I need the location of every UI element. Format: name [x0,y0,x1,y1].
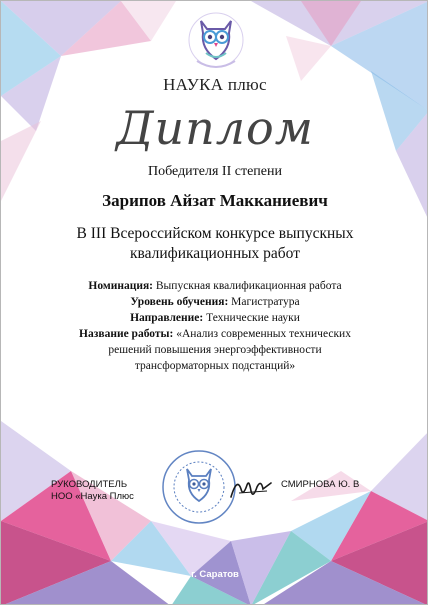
contest-line-2: квалификационных работ [129,245,300,262]
nomination-value: Выпускная квалификационная работа [155,280,342,292]
signature-icon [227,475,277,503]
recipient-name: Зарипов Айзат Макканиевич [102,191,328,210]
direction-value: Технические науки [206,312,300,324]
owl-logo-icon [187,9,245,71]
education-level-label: Уровень обучения: [130,296,229,308]
work-title-value-2: решений повышения энергоэффективности [108,344,322,356]
direction-label: Направление: [130,312,204,324]
diploma-content [1,1,428,605]
work-title-label: Название работы: [79,328,174,340]
diploma-title: Диплом [116,101,314,155]
education-level-row [61,294,369,310]
nomination-label: Номинация: [88,280,154,292]
contest-description [1,224,428,264]
award-degree: Победителя II степени [147,164,282,179]
work-title-value-1: «Анализ современных технических [176,328,351,340]
director-name: СМИРНОВА Ю. В [281,479,360,490]
director-organization: НОО «Наука Плюс [51,491,134,502]
education-level-value: Магистратура [231,296,300,308]
direction-row [61,310,369,326]
director-position: РУКОВОДИТЕЛЬ [51,479,128,490]
city-label: г. Саратов [191,569,239,580]
owl-stamp-icon [161,449,237,525]
organization-name: НАУКА плюс [163,75,267,94]
work-title-value-3: трансформаторных подстанций» [134,360,296,372]
award-details [1,278,428,374]
work-title-row [61,326,369,342]
director-title [51,479,134,503]
nomination-row [61,278,369,294]
contest-line-1: В III Всероссийском конкурсе выпускных [76,225,354,242]
